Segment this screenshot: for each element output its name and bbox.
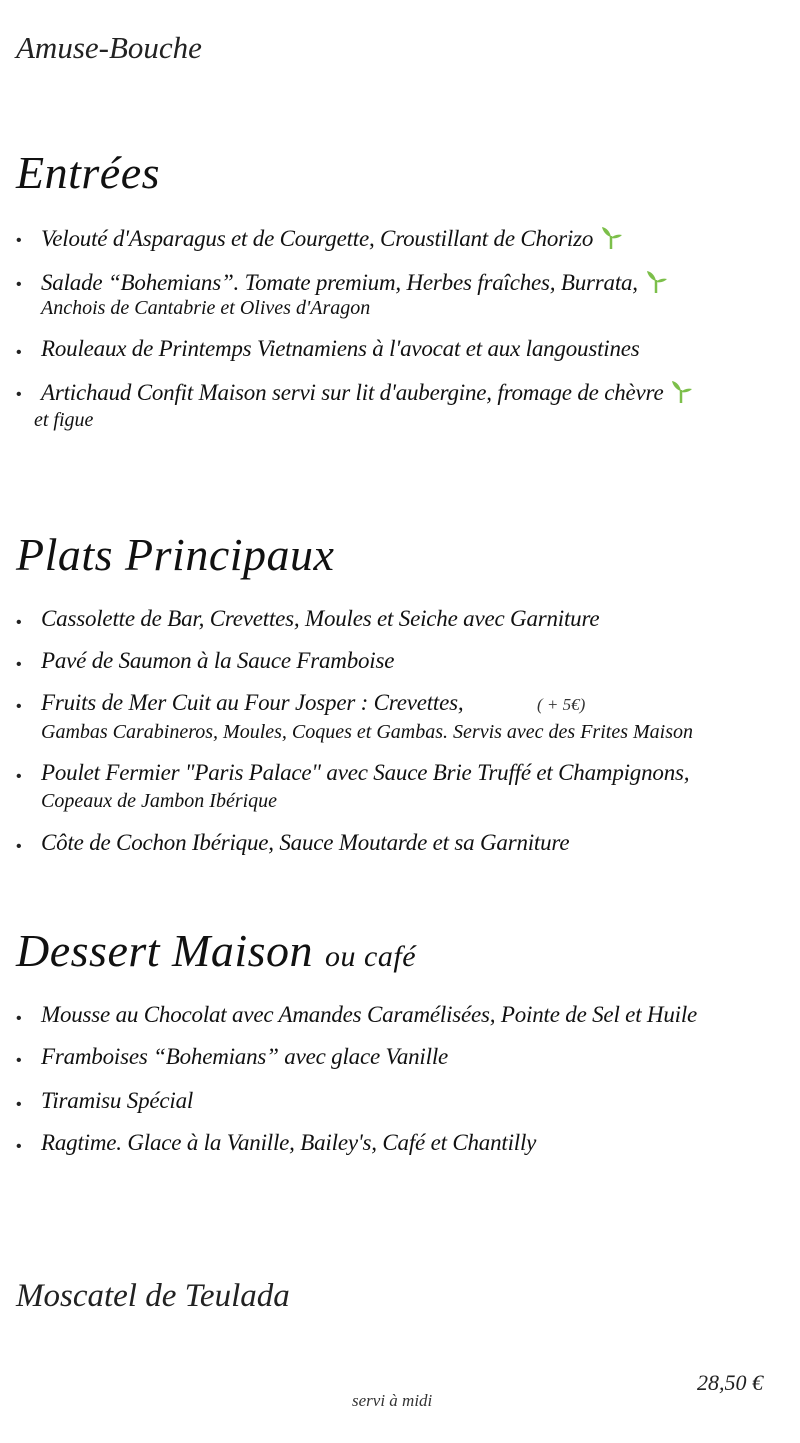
- plat-item-5: Côte de Cochon Ibérique, Sauce Moutarde et sa Garniture: [41, 830, 570, 855]
- bullet: •: [16, 838, 22, 855]
- bullet: •: [16, 386, 22, 403]
- supplement-price: ( + 5€): [537, 695, 586, 714]
- bullet: •: [16, 768, 22, 785]
- dessert-title: Dessert Maison: [16, 925, 314, 976]
- plats-heading: Plats Principaux: [16, 529, 335, 580]
- entree-item-2: [41, 268, 668, 296]
- bullet: •: [16, 1096, 22, 1113]
- vegetarian-leaf-icon: [644, 268, 668, 294]
- bullet: •: [16, 614, 22, 631]
- dessert-item-2: Framboises “Bohemians” avec glace Vanille: [41, 1044, 449, 1069]
- bullet: •: [16, 276, 22, 293]
- wine-heading: Moscatel de Teulada: [16, 1278, 290, 1314]
- menu-price: 28,50 €: [697, 1370, 763, 1395]
- bullet: •: [16, 698, 22, 715]
- bullet: •: [16, 232, 22, 249]
- bullet: •: [16, 1052, 22, 1069]
- vegetarian-leaf-icon: [669, 378, 693, 404]
- item-text: Artichaud Confit Maison servi sur lit d'aubergine, fromage de chèvre: [41, 380, 664, 405]
- item-text: Salade “Bohemians”. Tomate premium, Herbes fraîches, Burrata,: [41, 270, 638, 295]
- vegetarian-leaf-icon: [599, 224, 623, 250]
- dessert-subtitle: ou café: [325, 940, 417, 973]
- entree-item-4: [41, 378, 693, 406]
- entree-item-2-line2: Anchois de Cantabrie et Olives d'Aragon: [41, 297, 371, 319]
- dessert-item-4: Ragtime. Glace à la Vanille, Bailey's, Café et Chantilly: [41, 1130, 537, 1155]
- dessert-heading: [16, 924, 416, 977]
- plat-item-4: Poulet Fermier "Paris Palace" avec Sauce Brie Truffé et Champignons,: [41, 760, 690, 785]
- entrees-heading: Entrées: [16, 147, 161, 198]
- plat-item-4-line2: Copeaux de Jambon Ibérique: [41, 790, 278, 812]
- dessert-item-3: Tiramisu Spécial: [41, 1088, 194, 1113]
- bullet: •: [16, 344, 22, 361]
- plat-item-3: Fruits de Mer Cuit au Four Josper : Crevettes,: [41, 690, 464, 715]
- dessert-item-1: Mousse au Chocolat avec Amandes Caramélisées, Pointe de Sel et Huile: [41, 1002, 698, 1027]
- entree-item-1: [41, 224, 623, 252]
- plat-item-3-line2: Gambas Carabineros, Moules, Coques et Gambas. Servis avec des Frites Maison: [41, 721, 693, 743]
- plat-item-1: Cassolette de Bar, Crevettes, Moules et Seiche avec Garniture: [41, 606, 600, 631]
- bullet: •: [16, 656, 22, 673]
- bullet: •: [16, 1010, 22, 1027]
- amuse-bouche-heading: Amuse-Bouche: [16, 30, 202, 65]
- entree-item-4-line2: et figue: [34, 409, 94, 431]
- plat-item-2: Pavé de Saumon à la Sauce Framboise: [41, 648, 395, 673]
- served-note: servi à midi: [352, 1391, 433, 1410]
- bullet: •: [16, 1138, 22, 1155]
- entree-item-3: Rouleaux de Printemps Vietnamiens à l'avocat et aux langoustines: [41, 336, 640, 361]
- item-text: Velouté d'Asparagus et de Courgette, Croustillant de Chorizo: [41, 226, 594, 251]
